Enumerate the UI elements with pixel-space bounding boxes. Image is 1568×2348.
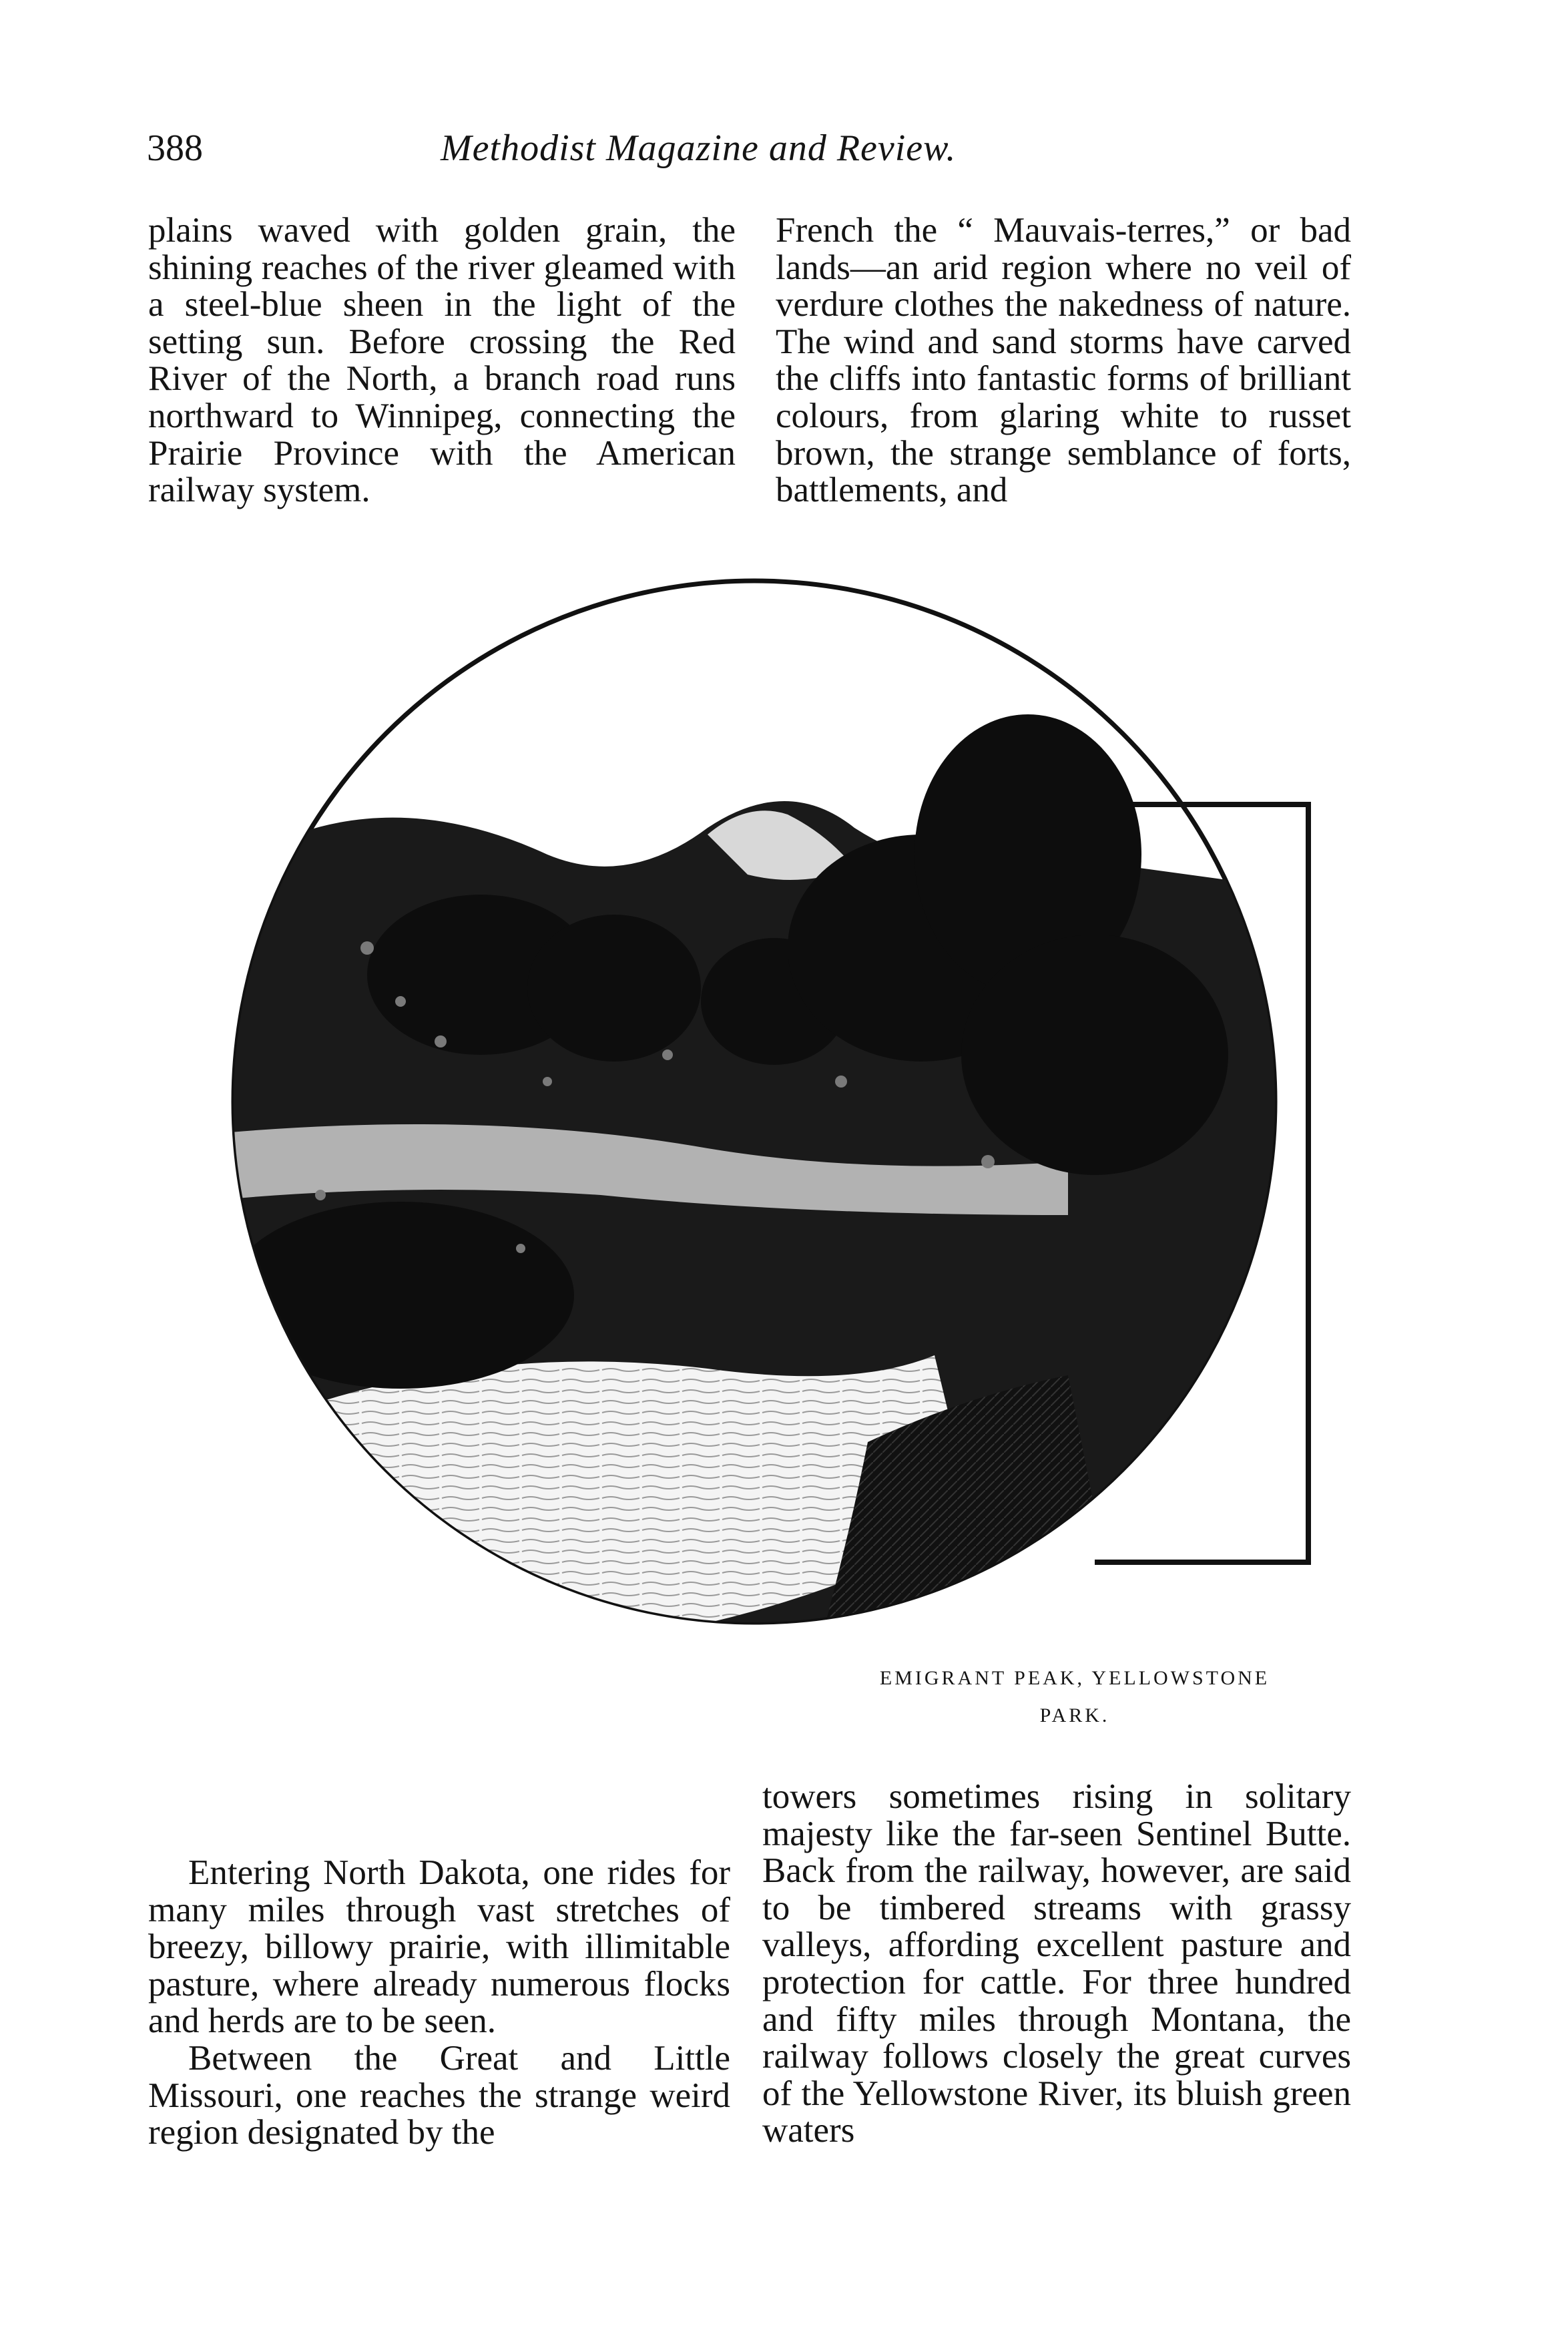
- paragraph: towers sometimes rising in solitary majesty like the far-seen Sentinel Butte. Back from the railway, however, are said to be timbered streams with grassy valleys, affording excellent pasture and protection for cattle. For three hundred and fifty miles through Montana, the railway follows closely the great curves of the Yellowstone River, its bluish green waters: [762, 1777, 1351, 2150]
- paragraph: plains waved with golden grain, the shining reaches of the river gleamed with a steel-blue sheen in the light of the setting sun. Before crossing the Red River of the North, a branch road runs northward to Winnipeg, connecting the Prairie Province with the American railway system.: [148, 211, 736, 510]
- paragraph: French the “ Mauvais-terres,” or bad lands—an arid region where no veil of verdure clothes the nakedness of nature. The wind and sand storms have carved the cliffs into fantastic forms of brilliant colours, from glaring white to russet brown, the strange semblance of forts, battlements, and: [776, 211, 1351, 510]
- caption-line-2: PARK.: [1039, 1704, 1110, 1726]
- text-column-top-left: [148, 212, 736, 509]
- page-number: 388: [147, 128, 203, 169]
- text-column-bottom-left: [148, 1855, 730, 2152]
- landscape-engraving: [200, 574, 1322, 1682]
- text-column-bottom-right: [762, 1779, 1351, 2150]
- illustration-caption: [768, 1660, 1382, 1734]
- paragraph: Entering North Dakota, one rides for many miles through vast stretches of breezy, billowy prairie, with illimitable pasture, where already numerous flocks and herds are to be seen.: [148, 1853, 730, 2041]
- page-header: [147, 127, 1348, 180]
- running-title: Methodist Magazine and Review.: [441, 128, 957, 169]
- text-column-top-right: [776, 212, 1351, 509]
- paragraph: Between the Great and Little Missouri, one reaches the strange weird region designated by the: [148, 2038, 730, 2152]
- engraving-illustration: [200, 574, 1322, 1682]
- caption-line-1: EMIGRANT PEAK, YELLOWSTONE: [879, 1667, 1270, 1689]
